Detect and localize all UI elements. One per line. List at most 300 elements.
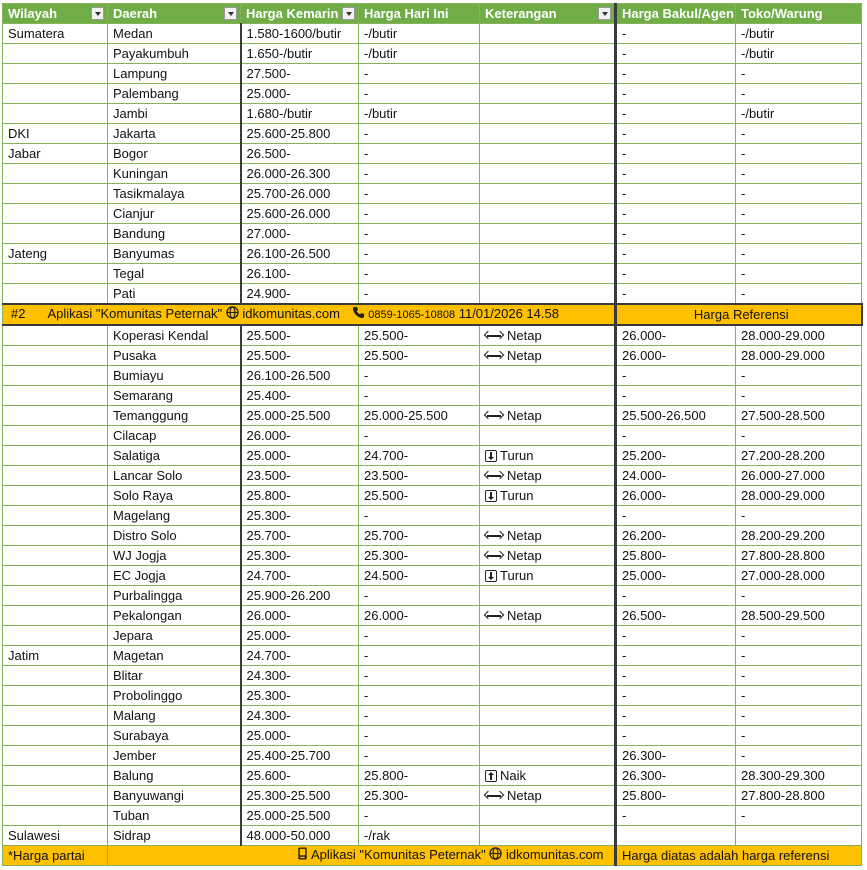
cell-harga-hari-ini[interactable]: -/rak — [359, 826, 480, 846]
cell-harga-bakul[interactable]: - — [616, 144, 736, 164]
cell-toko-warung[interactable]: - — [736, 746, 862, 766]
cell-harga-hari-ini[interactable]: - — [359, 426, 480, 446]
cell-wilayah[interactable] — [3, 786, 108, 806]
cell-keterangan[interactable] — [480, 406, 616, 426]
cell-daerah[interactable]: Cilacap — [108, 426, 241, 446]
cell-wilayah[interactable] — [3, 666, 108, 686]
cell-wilayah[interactable]: Sumatera — [3, 24, 108, 44]
cell-toko-warung[interactable]: - — [736, 586, 862, 606]
cell-harga-kemarin[interactable]: 25.000-25.500 — [241, 406, 359, 426]
cell-daerah[interactable]: Payakumbuh — [108, 44, 241, 64]
table-row — [3, 284, 862, 305]
cell-keterangan[interactable] — [480, 686, 616, 706]
table-row — [3, 666, 862, 686]
cell-harga-bakul[interactable]: - — [616, 204, 736, 224]
cell-harga-hari-ini[interactable]: 25.500- — [359, 325, 480, 346]
cell-wilayah[interactable]: Jatim — [3, 646, 108, 666]
cell-wilayah[interactable]: Sulawesi — [3, 826, 108, 846]
cell-daerah[interactable]: Jepara — [108, 626, 241, 646]
cell-daerah[interactable]: Probolinggo — [108, 686, 241, 706]
cell-wilayah[interactable] — [3, 726, 108, 746]
cell-keterangan[interactable] — [480, 706, 616, 726]
cell-wilayah[interactable] — [3, 84, 108, 104]
cell-harga-bakul[interactable]: - — [616, 164, 736, 184]
cell-harga-hari-ini[interactable]: - — [359, 64, 480, 84]
cell-wilayah[interactable] — [3, 506, 108, 526]
cell-daerah[interactable]: Tasikmalaya — [108, 184, 241, 204]
cell-toko-warung[interactable]: - — [736, 204, 862, 224]
filter-dropdown-icon[interactable] — [342, 7, 355, 20]
cell-toko-warung[interactable]: 27.200-28.200 — [736, 446, 862, 466]
cell-harga-bakul[interactable]: - — [616, 726, 736, 746]
cell-harga-hari-ini[interactable]: - — [359, 646, 480, 666]
cell-toko-warung[interactable]: - — [736, 686, 862, 706]
cell-keterangan[interactable] — [480, 325, 616, 346]
cell-wilayah[interactable] — [3, 686, 108, 706]
cell-harga-bakul[interactable]: 25.000- — [616, 566, 736, 586]
cell-harga-bakul[interactable]: 25.200- — [616, 446, 736, 466]
cell-toko-warung[interactable]: -/butir — [736, 104, 862, 124]
cell-wilayah[interactable] — [3, 386, 108, 406]
cell-keterangan[interactable] — [480, 64, 616, 84]
cell-daerah[interactable]: Distro Solo — [108, 526, 241, 546]
cell-harga-bakul[interactable]: 26.000- — [616, 346, 736, 366]
cell-harga-kemarin[interactable]: 25.300-25.500 — [241, 786, 359, 806]
cell-wilayah[interactable] — [3, 184, 108, 204]
cell-wilayah[interactable] — [3, 566, 108, 586]
cell-harga-bakul[interactable]: - — [616, 806, 736, 826]
cell-daerah[interactable]: Bumiayu — [108, 366, 241, 386]
cell-daerah[interactable]: Temanggung — [108, 406, 241, 426]
cell-harga-kemarin[interactable]: 25.800- — [241, 486, 359, 506]
cell-harga-hari-ini[interactable]: 25.000-25.500 — [359, 406, 480, 426]
cell-daerah[interactable]: Magelang — [108, 506, 241, 526]
cell-harga-bakul[interactable]: - — [616, 244, 736, 264]
cell-harga-kemarin[interactable]: 25.700- — [241, 526, 359, 546]
cell-toko-warung[interactable]: 27.800-28.800 — [736, 786, 862, 806]
cell-harga-hari-ini[interactable]: 25.500- — [359, 346, 480, 366]
header-harga-bakul: Harga Bakul/Agen — [616, 4, 736, 24]
cell-keterangan[interactable] — [480, 726, 616, 746]
cell-harga-bakul[interactable]: 26.000- — [616, 486, 736, 506]
cell-keterangan[interactable] — [480, 104, 616, 124]
cell-keterangan[interactable] — [480, 426, 616, 446]
cell-keterangan[interactable] — [480, 366, 616, 386]
cell-harga-hari-ini[interactable]: -/butir — [359, 44, 480, 64]
cell-wilayah[interactable]: Jateng — [3, 244, 108, 264]
cell-harga-bakul[interactable]: - — [616, 646, 736, 666]
cell-keterangan[interactable] — [480, 24, 616, 44]
cell-harga-bakul[interactable]: - — [616, 264, 736, 284]
cell-wilayah[interactable] — [3, 526, 108, 546]
cell-toko-warung[interactable]: - — [736, 84, 862, 104]
cell-harga-bakul[interactable]: - — [616, 44, 736, 64]
table-row — [3, 486, 862, 506]
cell-keterangan[interactable] — [480, 224, 616, 244]
cell-harga-bakul[interactable]: 26.300- — [616, 766, 736, 786]
cell-toko-warung[interactable]: 28.000-29.000 — [736, 486, 862, 506]
table-row — [3, 264, 862, 284]
cell-wilayah[interactable] — [3, 746, 108, 766]
cell-harga-kemarin[interactable]: 25.400- — [241, 386, 359, 406]
cell-harga-hari-ini[interactable]: - — [359, 84, 480, 104]
cell-keterangan[interactable] — [480, 766, 616, 786]
cell-harga-bakul[interactable]: - — [616, 666, 736, 686]
cell-keterangan[interactable] — [480, 184, 616, 204]
cell-harga-kemarin[interactable]: 25.500- — [241, 325, 359, 346]
cell-keterangan[interactable] — [480, 606, 616, 626]
cell-harga-kemarin[interactable]: 24.700- — [241, 566, 359, 586]
cell-harga-hari-ini[interactable]: - — [359, 284, 480, 305]
cell-toko-warung[interactable]: - — [736, 726, 862, 746]
cell-harga-kemarin[interactable]: 25.600-25.800 — [241, 124, 359, 144]
cell-wilayah[interactable] — [3, 44, 108, 64]
cell-harga-kemarin[interactable]: 25.500- — [241, 346, 359, 366]
cell-harga-bakul[interactable]: - — [616, 224, 736, 244]
cell-keterangan[interactable] — [480, 264, 616, 284]
cell-harga-bakul[interactable]: 24.000- — [616, 466, 736, 486]
cell-harga-hari-ini[interactable]: -/butir — [359, 24, 480, 44]
cell-keterangan[interactable] — [480, 44, 616, 64]
cell-toko-warung[interactable]: - — [736, 366, 862, 386]
cell-wilayah[interactable] — [3, 466, 108, 486]
cell-keterangan[interactable] — [480, 284, 616, 305]
cell-harga-kemarin[interactable]: 25.000- — [241, 84, 359, 104]
cell-harga-kemarin[interactable]: 23.500- — [241, 466, 359, 486]
cell-keterangan[interactable] — [480, 626, 616, 646]
cell-keterangan[interactable] — [480, 244, 616, 264]
cell-harga-hari-ini[interactable]: 25.300- — [359, 546, 480, 566]
cell-keterangan[interactable] — [480, 144, 616, 164]
cell-harga-kemarin[interactable]: 25.000- — [241, 726, 359, 746]
cell-keterangan[interactable] — [480, 746, 616, 766]
cell-harga-bakul[interactable]: 25.800- — [616, 786, 736, 806]
cell-toko-warung[interactable]: 28.300-29.300 — [736, 766, 862, 786]
cell-keterangan[interactable] — [480, 806, 616, 826]
cell-harga-bakul[interactable]: 26.500- — [616, 606, 736, 626]
cell-harga-kemarin[interactable]: 26.000- — [241, 606, 359, 626]
cell-harga-kemarin[interactable]: 26.500- — [241, 144, 359, 164]
cell-wilayah[interactable] — [3, 706, 108, 726]
cell-harga-hari-ini[interactable]: - — [359, 124, 480, 144]
cell-daerah[interactable]: Purbalingga — [108, 586, 241, 606]
cell-wilayah[interactable] — [3, 224, 108, 244]
cell-harga-bakul[interactable]: 25.800- — [616, 546, 736, 566]
trend-label: Netap — [507, 547, 542, 563]
cell-harga-kemarin[interactable]: 24.300- — [241, 706, 359, 726]
cell-keterangan[interactable] — [480, 586, 616, 606]
cell-keterangan[interactable] — [480, 666, 616, 686]
cell-harga-kemarin[interactable]: 25.000- — [241, 626, 359, 646]
cell-wilayah[interactable] — [3, 64, 108, 84]
cell-toko-warung[interactable]: - — [736, 506, 862, 526]
cell-harga-hari-ini[interactable]: - — [359, 264, 480, 284]
cell-wilayah[interactable]: DKI — [3, 124, 108, 144]
cell-harga-kemarin[interactable]: 1.650-/butir — [241, 44, 359, 64]
cell-daerah[interactable]: Lampung — [108, 64, 241, 84]
cell-harga-bakul[interactable]: - — [616, 84, 736, 104]
cell-toko-warung[interactable]: - — [736, 144, 862, 164]
cell-toko-warung[interactable]: - — [736, 284, 862, 305]
cell-harga-bakul[interactable]: 26.000- — [616, 325, 736, 346]
cell-wilayah[interactable] — [3, 104, 108, 124]
cell-harga-bakul[interactable]: - — [616, 184, 736, 204]
cell-wilayah[interactable] — [3, 426, 108, 446]
cell-harga-bakul[interactable]: - — [616, 506, 736, 526]
cell-daerah[interactable]: Banyuwangi — [108, 786, 241, 806]
cell-daerah[interactable]: Solo Raya — [108, 486, 241, 506]
footer-site-link[interactable]: idkomunitas.com — [505, 847, 604, 863]
cell-harga-hari-ini[interactable]: 25.800- — [359, 766, 480, 786]
cell-harga-hari-ini[interactable]: 25.700- — [359, 526, 480, 546]
cell-daerah[interactable]: EC Jogja — [108, 566, 241, 586]
cell-harga-kemarin[interactable]: 25.600-26.000 — [241, 204, 359, 224]
cell-harga-hari-ini[interactable]: - — [359, 666, 480, 686]
cell-toko-warung[interactable]: - — [736, 426, 862, 446]
cell-daerah[interactable]: Lancar Solo — [108, 466, 241, 486]
cell-keterangan[interactable] — [480, 566, 616, 586]
cell-daerah[interactable]: Semarang — [108, 386, 241, 406]
cell-wilayah[interactable]: Jabar — [3, 144, 108, 164]
cell-harga-kemarin[interactable]: 1.680-/butir — [241, 104, 359, 124]
table-row — [3, 346, 862, 366]
cell-toko-warung[interactable]: -/butir — [736, 44, 862, 64]
cell-keterangan[interactable] — [480, 466, 616, 486]
cell-keterangan[interactable] — [480, 546, 616, 566]
cell-harga-kemarin[interactable]: 26.100- — [241, 264, 359, 284]
cell-daerah[interactable]: Malang — [108, 706, 241, 726]
cell-toko-warung[interactable]: - — [736, 646, 862, 666]
filter-dropdown-icon[interactable] — [598, 7, 611, 20]
cell-toko-warung[interactable]: - — [736, 806, 862, 826]
cell-keterangan[interactable] — [480, 346, 616, 366]
cell-harga-kemarin[interactable]: 25.700-26.000 — [241, 184, 359, 204]
cell-keterangan[interactable] — [480, 446, 616, 466]
cell-keterangan[interactable] — [480, 204, 616, 224]
cell-harga-kemarin[interactable]: 24.700- — [241, 646, 359, 666]
cell-harga-hari-ini[interactable]: - — [359, 144, 480, 164]
cell-harga-hari-ini[interactable]: - — [359, 366, 480, 386]
cell-daerah[interactable]: Bandung — [108, 224, 241, 244]
cell-harga-hari-ini[interactable]: - — [359, 686, 480, 706]
cell-wilayah[interactable] — [3, 204, 108, 224]
cell-daerah[interactable]: Jember — [108, 746, 241, 766]
cell-harga-hari-ini[interactable]: - — [359, 204, 480, 224]
cell-harga-hari-ini[interactable]: - — [359, 706, 480, 726]
cell-harga-hari-ini[interactable]: - — [359, 386, 480, 406]
cell-toko-warung[interactable]: 26.000-27.000 — [736, 466, 862, 486]
cell-daerah[interactable]: Tegal — [108, 264, 241, 284]
cell-harga-hari-ini[interactable]: - — [359, 586, 480, 606]
cell-harga-kemarin[interactable]: 26.100-26.500 — [241, 366, 359, 386]
cell-daerah[interactable]: Surabaya — [108, 726, 241, 746]
banner-datetime: 11/01/2026 14.58 — [458, 306, 559, 321]
cell-harga-hari-ini[interactable]: 25.500- — [359, 486, 480, 506]
cell-harga-kemarin[interactable]: 24.900- — [241, 284, 359, 305]
cell-harga-kemarin[interactable]: 25.000-25.500 — [241, 806, 359, 826]
cell-toko-warung[interactable]: - — [736, 706, 862, 726]
cell-harga-bakul[interactable]: 26.200- — [616, 526, 736, 546]
cell-harga-hari-ini[interactable]: - — [359, 164, 480, 184]
cell-daerah[interactable]: Koperasi Kendal — [108, 325, 241, 346]
cell-keterangan[interactable] — [480, 386, 616, 406]
cell-harga-bakul[interactable]: - — [616, 104, 736, 124]
filter-dropdown-icon[interactable] — [224, 7, 237, 20]
cell-harga-bakul[interactable]: - — [616, 586, 736, 606]
cell-harga-kemarin[interactable]: 25.300- — [241, 546, 359, 566]
cell-harga-kemarin[interactable]: 48.000-50.000 — [241, 826, 359, 846]
cell-harga-kemarin[interactable]: 25.300- — [241, 686, 359, 706]
cell-daerah[interactable]: Cianjur — [108, 204, 241, 224]
cell-keterangan[interactable] — [480, 84, 616, 104]
table-row — [3, 446, 862, 466]
cell-daerah[interactable]: Blitar — [108, 666, 241, 686]
cell-harga-bakul[interactable]: 26.300- — [616, 746, 736, 766]
cell-keterangan[interactable] — [480, 786, 616, 806]
cell-harga-hari-ini[interactable]: - — [359, 506, 480, 526]
cell-wilayah[interactable] — [3, 284, 108, 305]
cell-wilayah[interactable] — [3, 346, 108, 366]
cell-harga-bakul[interactable]: - — [616, 706, 736, 726]
cell-harga-kemarin[interactable]: 27.000- — [241, 224, 359, 244]
cell-harga-bakul[interactable]: - — [616, 426, 736, 446]
cell-harga-hari-ini[interactable]: - — [359, 224, 480, 244]
cell-toko-warung[interactable]: 27.800-28.800 — [736, 546, 862, 566]
cell-harga-hari-ini[interactable]: 24.700- — [359, 446, 480, 466]
cell-daerah[interactable]: Tuban — [108, 806, 241, 826]
cell-harga-hari-ini[interactable]: - — [359, 626, 480, 646]
cell-harga-hari-ini[interactable]: - — [359, 244, 480, 264]
cell-wilayah[interactable] — [3, 164, 108, 184]
cell-harga-bakul[interactable]: - — [616, 284, 736, 305]
cell-toko-warung[interactable]: - — [736, 224, 862, 244]
cell-daerah[interactable]: Pusaka — [108, 346, 241, 366]
cell-harga-hari-ini[interactable]: 26.000- — [359, 606, 480, 626]
cell-toko-warung[interactable]: - — [736, 666, 862, 686]
cell-wilayah[interactable] — [3, 406, 108, 426]
cell-harga-kemarin[interactable]: 25.600- — [241, 766, 359, 786]
cell-daerah[interactable]: WJ Jogja — [108, 546, 241, 566]
cell-keterangan[interactable] — [480, 124, 616, 144]
cell-wilayah[interactable] — [3, 626, 108, 646]
cell-wilayah[interactable] — [3, 606, 108, 626]
cell-daerah[interactable]: Banyumas — [108, 244, 241, 264]
cell-keterangan[interactable] — [480, 506, 616, 526]
cell-harga-kemarin[interactable]: 1.580-1600/butir — [241, 24, 359, 44]
cell-harga-kemarin[interactable]: 26.100-26.500 — [241, 244, 359, 264]
cell-toko-warung[interactable]: - — [736, 164, 862, 184]
banner-phone[interactable]: 0859-1065-10808 — [368, 309, 456, 321]
cell-daerah[interactable]: Medan — [108, 24, 241, 44]
cell-harga-hari-ini[interactable]: - — [359, 184, 480, 204]
cell-keterangan[interactable] — [480, 526, 616, 546]
cell-daerah[interactable]: Salatiga — [108, 446, 241, 466]
cell-toko-warung[interactable]: - — [736, 626, 862, 646]
cell-daerah[interactable]: Palembang — [108, 84, 241, 104]
cell-toko-warung[interactable]: - — [736, 64, 862, 84]
cell-harga-bakul[interactable]: - — [616, 386, 736, 406]
cell-harga-hari-ini[interactable]: 24.500- — [359, 566, 480, 586]
cell-wilayah[interactable] — [3, 264, 108, 284]
cell-wilayah[interactable] — [3, 325, 108, 346]
banner-site-link[interactable]: idkomunitas.com — [242, 306, 340, 321]
cell-wilayah[interactable] — [3, 546, 108, 566]
cell-keterangan[interactable] — [480, 486, 616, 506]
cell-daerah[interactable]: Magetan — [108, 646, 241, 666]
cell-harga-bakul[interactable]: - — [616, 24, 736, 44]
table-row — [3, 426, 862, 446]
cell-harga-hari-ini[interactable]: - — [359, 746, 480, 766]
cell-harga-hari-ini[interactable]: 23.500- — [359, 466, 480, 486]
table-row — [3, 124, 862, 144]
cell-toko-warung[interactable]: 28.500-29.500 — [736, 606, 862, 626]
cell-wilayah[interactable] — [3, 806, 108, 826]
cell-toko-warung[interactable]: - — [736, 244, 862, 264]
cell-keterangan[interactable] — [480, 646, 616, 666]
cell-harga-bakul[interactable]: - — [616, 626, 736, 646]
cell-harga-hari-ini[interactable]: 25.300- — [359, 786, 480, 806]
cell-toko-warung[interactable]: 28.000-29.000 — [736, 346, 862, 366]
cell-toko-warung[interactable]: - — [736, 184, 862, 204]
cell-daerah[interactable]: Pati — [108, 284, 241, 305]
cell-keterangan[interactable] — [480, 164, 616, 184]
table-row — [3, 64, 862, 84]
cell-harga-bakul[interactable]: - — [616, 686, 736, 706]
cell-harga-hari-ini[interactable]: - — [359, 806, 480, 826]
cell-wilayah[interactable] — [3, 366, 108, 386]
cell-keterangan[interactable] — [480, 826, 616, 846]
cell-harga-bakul[interactable]: - — [616, 124, 736, 144]
cell-harga-bakul[interactable]: 25.500-26.500 — [616, 406, 736, 426]
cell-wilayah[interactable] — [3, 766, 108, 786]
cell-toko-warung[interactable]: 27.000-28.000 — [736, 566, 862, 586]
cell-wilayah[interactable] — [3, 446, 108, 466]
cell-harga-hari-ini[interactable]: -/butir — [359, 104, 480, 124]
cell-daerah[interactable]: Jambi — [108, 104, 241, 124]
cell-wilayah[interactable] — [3, 486, 108, 506]
cell-toko-warung[interactable]: -/butir — [736, 24, 862, 44]
cell-harga-kemarin[interactable]: 25.400-25.700 — [241, 746, 359, 766]
cell-harga-kemarin[interactable]: 25.300- — [241, 506, 359, 526]
cell-daerah[interactable]: Sidrap — [108, 826, 241, 846]
cell-harga-bakul[interactable] — [616, 826, 736, 846]
cell-harga-bakul[interactable]: - — [616, 64, 736, 84]
cell-harga-kemarin[interactable]: 27.500- — [241, 64, 359, 84]
cell-toko-warung[interactable]: - — [736, 124, 862, 144]
cell-toko-warung[interactable]: - — [736, 386, 862, 406]
cell-harga-kemarin[interactable]: 26.000-26.300 — [241, 164, 359, 184]
cell-wilayah[interactable] — [3, 586, 108, 606]
cell-daerah[interactable]: Jakarta — [108, 124, 241, 144]
cell-toko-warung[interactable]: 28.200-29.200 — [736, 526, 862, 546]
cell-daerah[interactable]: Pekalongan — [108, 606, 241, 626]
cell-daerah[interactable]: Kuningan — [108, 164, 241, 184]
filter-dropdown-icon[interactable] — [91, 7, 104, 20]
cell-toko-warung[interactable]: - — [736, 264, 862, 284]
cell-harga-kemarin[interactable]: 25.000- — [241, 446, 359, 466]
cell-harga-kemarin[interactable]: 24.300- — [241, 666, 359, 686]
cell-harga-kemarin[interactable]: 26.000- — [241, 426, 359, 446]
cell-harga-bakul[interactable]: - — [616, 366, 736, 386]
cell-toko-warung[interactable] — [736, 826, 862, 846]
cell-toko-warung[interactable]: 27.500-28.500 — [736, 406, 862, 426]
table-row — [3, 144, 862, 164]
cell-harga-kemarin[interactable]: 25.900-26.200 — [241, 586, 359, 606]
cell-daerah[interactable]: Bogor — [108, 144, 241, 164]
cell-harga-hari-ini[interactable]: - — [359, 726, 480, 746]
cell-daerah[interactable]: Balung — [108, 766, 241, 786]
cell-toko-warung[interactable]: 28.000-29.000 — [736, 325, 862, 346]
